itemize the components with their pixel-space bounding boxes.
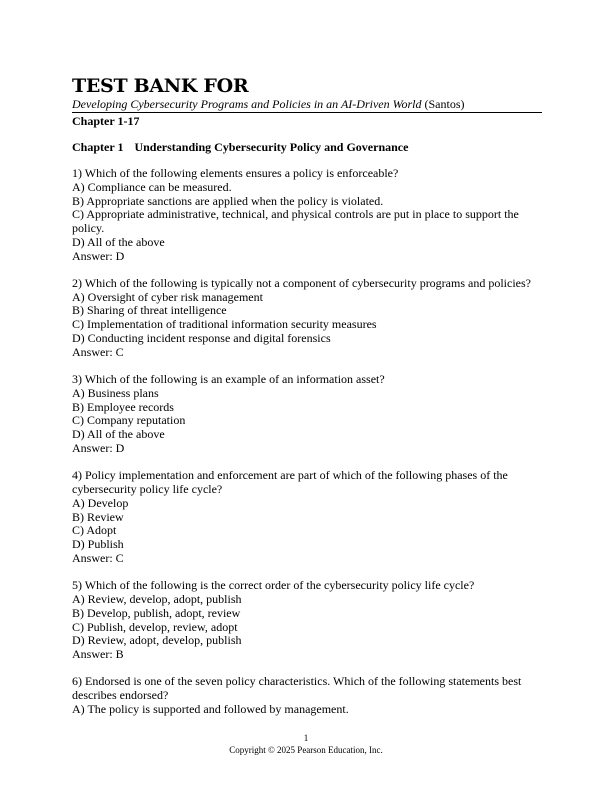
question-item — [72, 167, 542, 263]
answer-key: Answer: D — [72, 248, 125, 263]
question-item — [72, 675, 542, 716]
answer-option: B) Review — [72, 509, 124, 524]
page-number: 1 — [303, 733, 309, 743]
chapter-heading — [72, 140, 542, 154]
answer-option: A) Oversight of cyber risk management — [72, 289, 263, 304]
question-item — [72, 469, 542, 565]
question-item — [72, 579, 542, 662]
answer-option: B) Appropriate sanctions are applied when the policy is violated. — [72, 193, 384, 208]
answer-option: B) Employee records — [72, 399, 174, 414]
chapter-number: Chapter 1 — [72, 140, 124, 154]
question-item — [72, 373, 542, 456]
answer-option: C) Appropriate administrative, technical, and physical controls are put in place to support the policy. — [72, 207, 519, 235]
answer-option: A) Develop — [72, 495, 129, 510]
answer-key: Answer: C — [72, 550, 124, 565]
book-subtitle — [72, 97, 542, 111]
answer-option: A) Business plans — [72, 385, 159, 400]
brand-title: TEST BANK FOR — [72, 75, 249, 97]
answer-option: D) Conducting incident response and digital forensics — [72, 330, 331, 345]
question-list — [72, 167, 542, 717]
answer-option: C) Company reputation — [72, 413, 186, 428]
book-title: Developing Cybersecurity Programs and Policies in an AI-Driven World — [72, 97, 422, 111]
question-stem: 6) Endorsed is one of the seven policy characteristics. Which of the following statements best describes endorsed? — [72, 674, 522, 703]
answer-option: D) Publish — [72, 537, 124, 552]
answer-key: Answer: D — [72, 440, 125, 455]
answer-option: D) Review, adopt, develop, publish — [72, 633, 242, 648]
copyright-notice: Copyright © 2025 Pearson Education, Inc. — [229, 745, 383, 755]
answer-option: D) All of the above — [72, 427, 165, 442]
question-stem: 3) Which of the following is an example of an information asset? — [72, 372, 385, 387]
answer-option: B) Sharing of threat intelligence — [72, 303, 227, 318]
question-item — [72, 277, 542, 360]
book-author: (Santos) — [424, 97, 465, 111]
document-page — [72, 76, 542, 717]
answer-option: A) Compliance can be measured. — [72, 179, 232, 194]
question-stem: 4) Policy implementation and enforcement are part of which of the following phases of the cybersecurity policy life cycle? — [72, 468, 508, 497]
question-stem: 1) Which of the following elements ensures a policy is enforceable? — [72, 166, 399, 180]
question-stem: 5) Which of the following is the correct order of the cybersecurity policy life cycle? — [72, 578, 475, 593]
answer-key: Answer: C — [72, 344, 124, 359]
answer-option: C) Adopt — [72, 523, 117, 538]
answer-option: A) The policy is supported and followed by management. — [72, 701, 349, 716]
answer-option: A) Review, develop, adopt, publish — [72, 592, 242, 606]
answer-option: C) Publish, develop, review, adopt — [72, 619, 238, 634]
chapter-range: Chapter 1-17 — [72, 114, 140, 128]
answer-option: B) Develop, publish, adopt, review — [72, 605, 241, 620]
answer-option: D) All of the above — [72, 234, 165, 249]
answer-key: Answer: B — [72, 647, 124, 661]
question-stem: 2) Which of the following is typically not a component of cybersecurity programs and policies? — [72, 275, 531, 290]
chapter-name: Understanding Cybersecurity Policy and Governance — [134, 140, 409, 154]
answer-option: C) Implementation of traditional information security measures — [72, 317, 377, 332]
header-divider — [72, 112, 542, 113]
